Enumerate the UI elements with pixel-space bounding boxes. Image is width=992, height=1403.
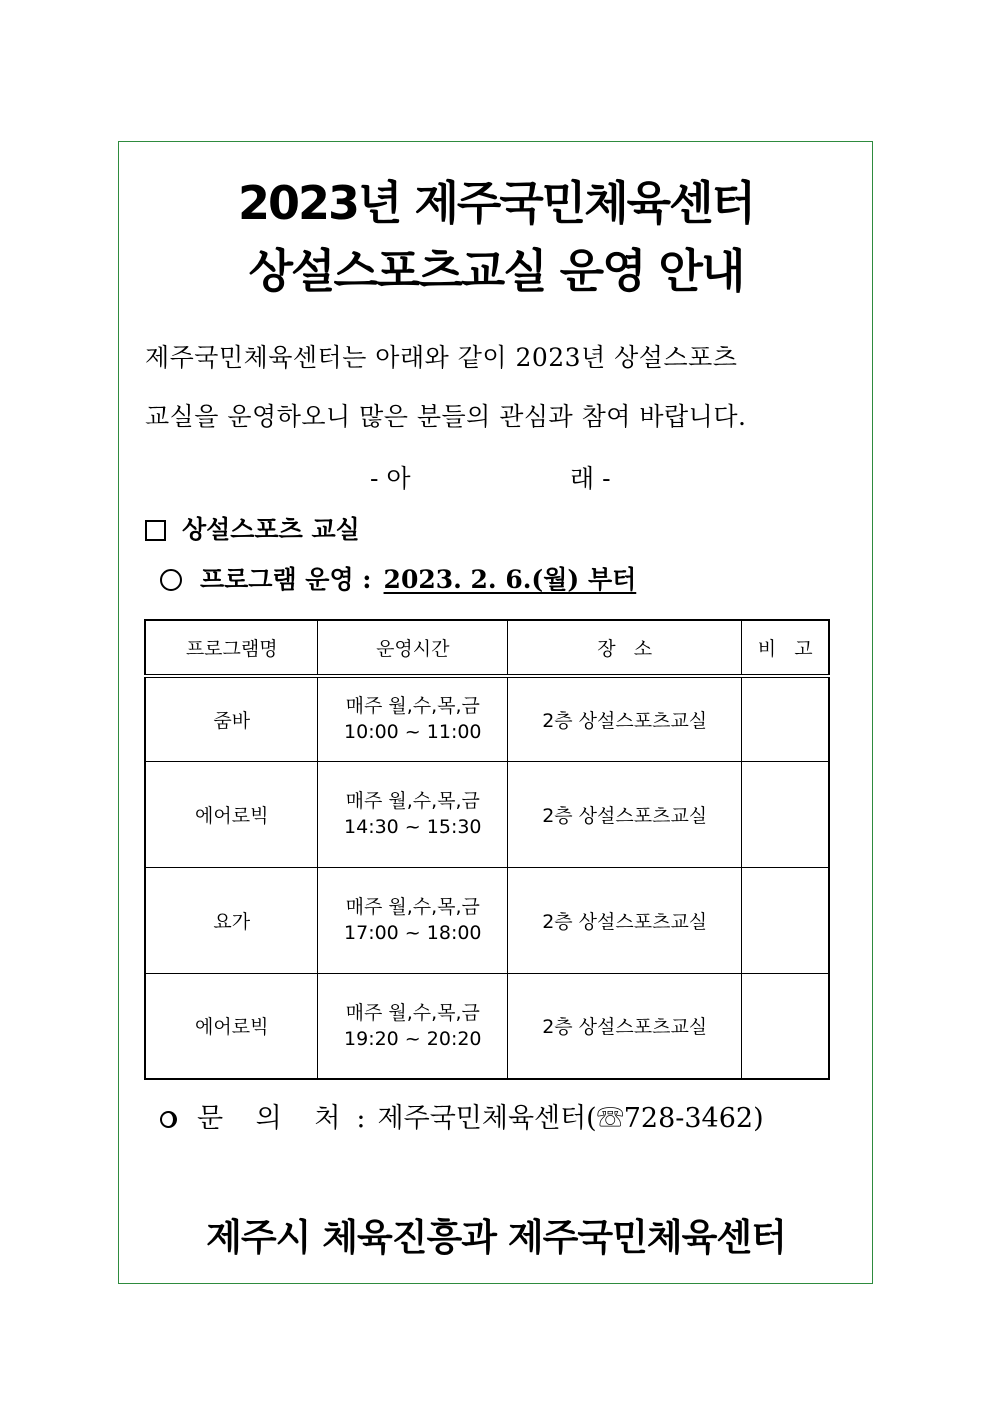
checkbox-icon — [145, 520, 166, 541]
are-right: 래 - — [570, 464, 611, 493]
circle-bullet-icon — [160, 569, 182, 591]
program-name-cell: 에어로빅 — [145, 761, 318, 867]
days-text: 매주 월,수,목,금 — [345, 896, 480, 918]
section-heading-text: 상설스포츠 교실 — [182, 515, 360, 544]
time-text: 17:00 ~ 18:00 — [344, 922, 482, 944]
contact-line — [160, 1100, 764, 1138]
operating-time-cell — [318, 761, 508, 867]
table-row — [145, 676, 829, 761]
operating-time-cell — [318, 676, 508, 761]
program-name-cell: 줌바 — [145, 676, 318, 761]
header-program-name: 프로그램명 — [145, 620, 318, 676]
section-heading — [145, 513, 360, 547]
place-cell: 2층 상설스포츠교실 — [508, 973, 742, 1079]
table-row — [145, 761, 829, 867]
table-header-row — [145, 620, 829, 676]
note-cell — [742, 761, 829, 867]
days-text: 매주 월,수,목,금 — [345, 790, 480, 812]
schedule-table — [144, 619, 830, 1080]
table-row — [145, 973, 829, 1079]
contact-separator: : — [356, 1103, 366, 1134]
note-cell — [742, 676, 829, 761]
program-label: 프로그램 운영 : — [200, 565, 372, 594]
contact-value: 제주국민체육센터(☏728-3462) — [377, 1103, 764, 1134]
days-text: 매주 월,수,목,금 — [345, 695, 480, 718]
table-row — [145, 867, 829, 973]
operating-time-cell — [318, 973, 508, 1079]
document-title-line1: 2023년 제주국민체육센터 — [238, 176, 754, 230]
contact-label: 문 의 처 — [197, 1103, 353, 1134]
document-title-line2: 상설스포츠교실 운영 안내 — [248, 244, 744, 298]
header-place: 장 소 — [508, 620, 742, 676]
program-date: 2023. 2. 6.(월) 부터 — [383, 565, 637, 594]
intro-line1: 제주국민체육센터는 아래와 같이 2023년 상설스포츠 — [145, 343, 738, 372]
note-cell — [742, 973, 829, 1079]
footer-organization: 제주시 체육진흥과 제주국민체육센터 — [206, 1216, 786, 1259]
intro-line2: 교실을 운영하오니 많은 분들의 관심과 참여 바랍니다. — [145, 402, 747, 431]
header-note: 비 고 — [742, 620, 829, 676]
program-name-cell: 에어로빅 — [145, 973, 318, 1079]
place-cell: 2층 상설스포츠교실 — [508, 761, 742, 867]
program-operation — [160, 563, 636, 597]
ring-bullet-icon — [160, 1111, 177, 1128]
header-operating-time: 운영시간 — [318, 620, 508, 676]
note-cell — [742, 867, 829, 973]
time-text: 19:20 ~ 20:20 — [344, 1027, 482, 1050]
time-text: 10:00 ~ 11:00 — [344, 721, 482, 744]
days-text: 매주 월,수,목,금 — [345, 1001, 480, 1024]
place-cell: 2층 상설스포츠교실 — [508, 867, 742, 973]
are-left: - 아 — [370, 464, 411, 493]
program-name-cell: 요가 — [145, 867, 318, 973]
place-cell: 2층 상설스포츠교실 — [508, 676, 742, 761]
operating-time-cell — [318, 867, 508, 973]
time-text: 14:30 ~ 15:30 — [344, 816, 482, 838]
